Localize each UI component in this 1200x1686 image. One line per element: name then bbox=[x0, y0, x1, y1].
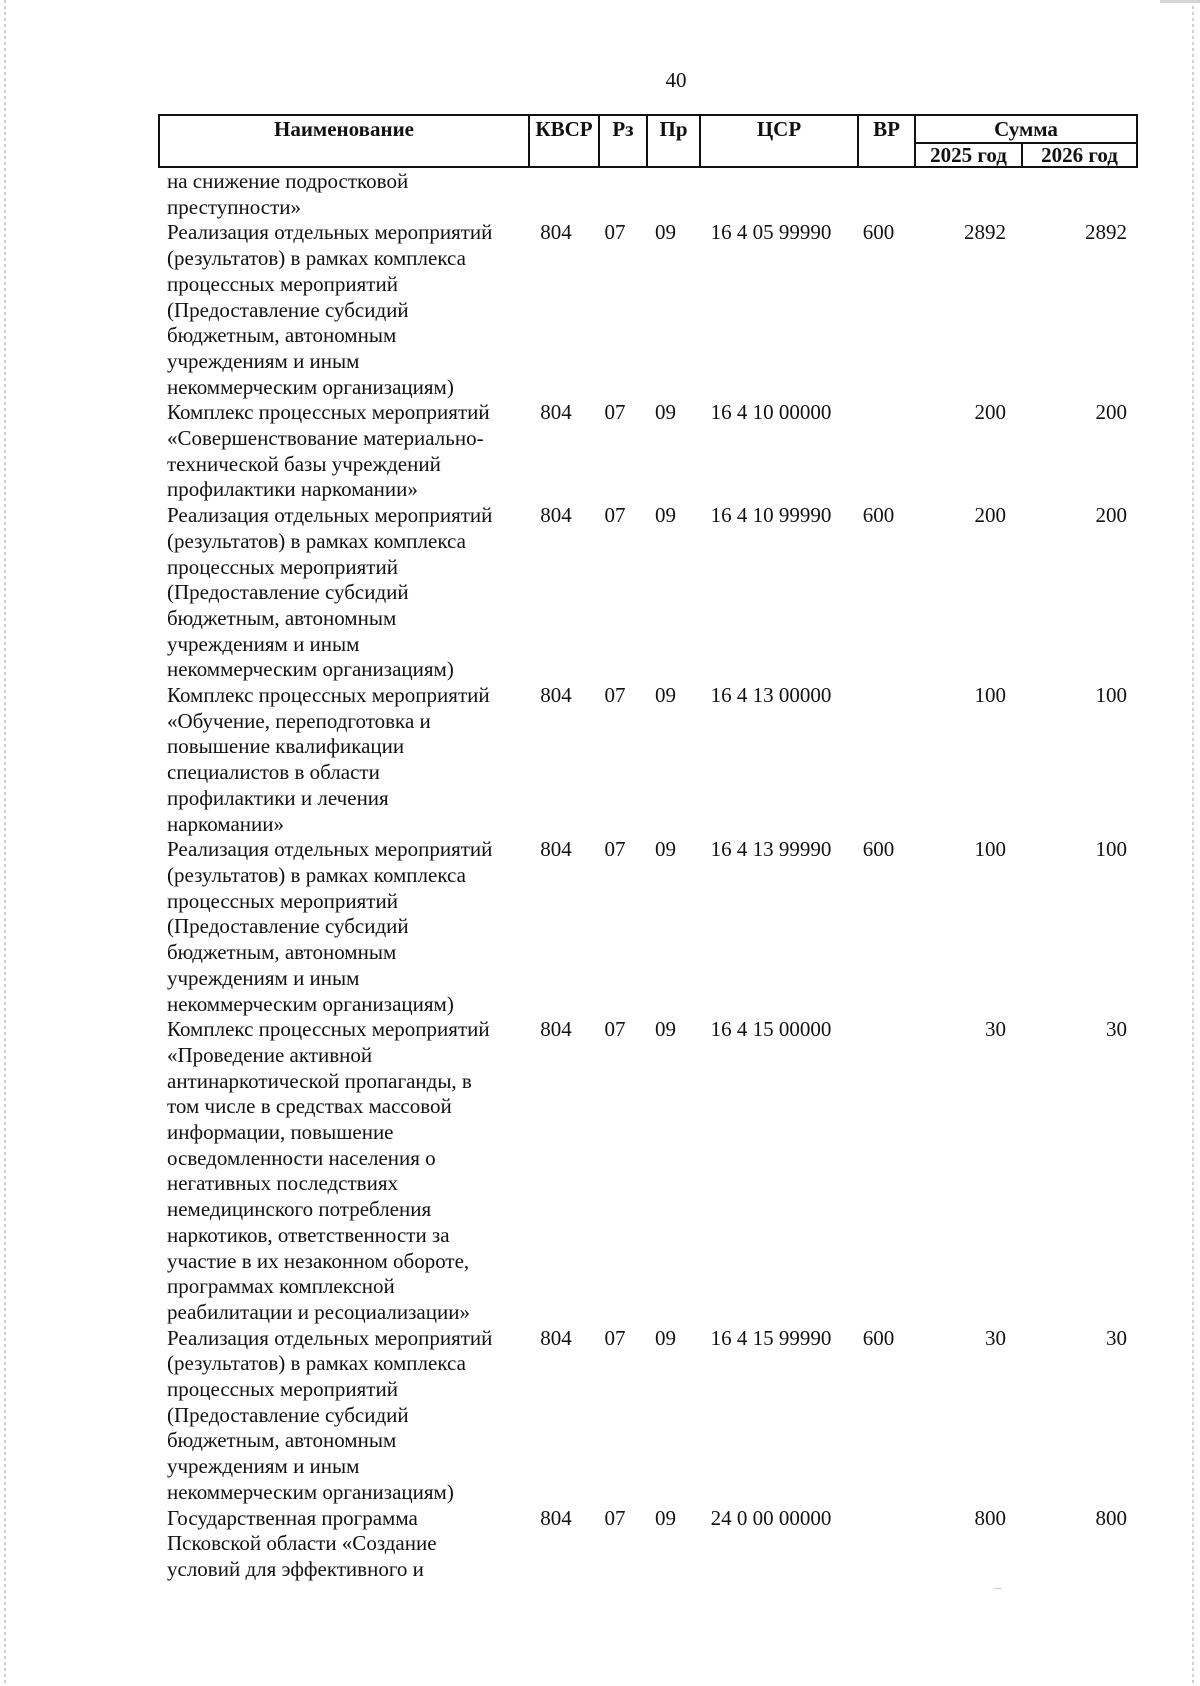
cell-kvsr: 804 bbox=[540, 400, 572, 425]
cell-sum-2026: 30 bbox=[1106, 1325, 1127, 1350]
header-year-2025: 2025 год bbox=[915, 143, 1022, 167]
name-line: Комплекс процессных мероприятий bbox=[167, 1017, 490, 1042]
cell-pr: 09 bbox=[655, 837, 676, 862]
cell-sum-2025: 200 bbox=[974, 400, 1006, 425]
name-line: наркотиков, ответственности за bbox=[167, 1222, 450, 1247]
name-line: «Проведение активной bbox=[167, 1042, 373, 1067]
cell-pr: 09 bbox=[655, 1325, 676, 1350]
cell-sum-2026: 800 bbox=[1095, 1505, 1127, 1530]
name-line: (результатов) в рамках комплекса bbox=[167, 862, 466, 887]
name-line: некоммерческим организациям) bbox=[167, 374, 454, 399]
name-line: (Предоставление субсидий bbox=[167, 1402, 409, 1427]
table-row bbox=[167, 1506, 1135, 1583]
cell-pr: 09 bbox=[655, 683, 676, 708]
scan-top-mark bbox=[1160, 0, 1200, 3]
scan-speck bbox=[994, 1588, 1002, 1589]
name-line: некоммерческим организациям) bbox=[167, 657, 454, 682]
cell-kvsr: 804 bbox=[540, 837, 572, 862]
name-line: технической базы учреждений bbox=[167, 451, 441, 476]
cell-rz: 07 bbox=[604, 220, 626, 245]
cell-pr: 09 bbox=[655, 503, 676, 528]
cell-sum-2026: 30 bbox=[1106, 1017, 1127, 1042]
name-line: Реализация отдельных мероприятий bbox=[167, 1325, 493, 1350]
table-row bbox=[167, 1017, 1135, 1325]
name-line: некоммерческим организациям) bbox=[167, 991, 454, 1016]
name-line: том числе в средствах массовой bbox=[167, 1094, 452, 1119]
name-line: преступности» bbox=[167, 194, 302, 219]
name-line: профилактики и лечения bbox=[167, 785, 389, 810]
name-line: процессных мероприятий bbox=[167, 1377, 398, 1402]
name-line: (результатов) в рамках комплекса bbox=[167, 1351, 466, 1376]
name-line: специалистов в области bbox=[167, 760, 380, 785]
name-line: Реализация отдельных мероприятий bbox=[167, 837, 493, 862]
cell-name bbox=[167, 220, 521, 400]
cell-csr: 16 4 05 99990 bbox=[710, 220, 832, 245]
cell-rz: 07 bbox=[604, 837, 626, 862]
cell-sum-2025: 100 bbox=[974, 683, 1006, 708]
cell-sum-2025: 30 bbox=[985, 1325, 1006, 1350]
cell-pr: 09 bbox=[655, 400, 676, 425]
cell-csr: 16 4 15 00000 bbox=[710, 1017, 832, 1042]
name-line: Комплекс процессных мероприятий bbox=[167, 683, 490, 708]
name-line: процессных мероприятий bbox=[167, 271, 398, 296]
name-line: (Предоставление субсидий bbox=[167, 580, 409, 605]
cell-rz: 07 bbox=[604, 683, 626, 708]
cell-rz: 07 bbox=[604, 1325, 626, 1350]
name-line: (Предоставление субсидий bbox=[167, 914, 409, 939]
cell-kvsr: 804 bbox=[540, 1505, 572, 1530]
cell-sum-2026: 200 bbox=[1095, 400, 1127, 425]
cell-sum-2025: 100 bbox=[974, 837, 1006, 862]
name-line: учреждениям и иным bbox=[167, 965, 360, 990]
scan-edge-right bbox=[1192, 0, 1194, 1686]
table-row bbox=[167, 220, 1135, 400]
name-line: учреждениям и иным bbox=[167, 631, 360, 656]
cell-kvsr: 804 bbox=[540, 683, 572, 708]
name-line: программах комплексной bbox=[167, 1274, 395, 1299]
cell-csr: 16 4 10 99990 bbox=[710, 503, 832, 528]
header-vr: ВР bbox=[858, 115, 915, 167]
cell-name bbox=[167, 1017, 521, 1325]
cell-csr: 16 4 10 00000 bbox=[710, 400, 832, 425]
name-line: процессных мероприятий bbox=[167, 554, 398, 579]
table-header bbox=[158, 114, 1138, 168]
header-name: Наименование bbox=[159, 115, 529, 167]
name-line: на снижение подростковой bbox=[167, 169, 409, 193]
cell-kvsr: 804 bbox=[540, 503, 572, 528]
name-line: учреждениям и иным bbox=[167, 348, 360, 373]
cell-sum-2025: 2892 bbox=[964, 220, 1006, 245]
name-line: реабилитации и ресоциализации» bbox=[167, 1299, 470, 1324]
cell-sum-2025: 800 bbox=[974, 1505, 1006, 1530]
name-line: Псковской области «Создание bbox=[167, 1531, 437, 1556]
cell-csr: 16 4 13 00000 bbox=[710, 683, 832, 708]
name-line: процессных мероприятий bbox=[167, 888, 398, 913]
table-row bbox=[167, 837, 1135, 1017]
name-line: негативных последствиях bbox=[167, 1171, 398, 1196]
header-kvsr: КВСР bbox=[529, 115, 599, 167]
cell-name bbox=[167, 1326, 521, 1506]
cell-csr: 16 4 13 99990 bbox=[710, 837, 832, 862]
table-row bbox=[167, 169, 1135, 220]
scan-edge-left bbox=[4, 0, 6, 1686]
name-line: «Совершенствование материально- bbox=[167, 426, 484, 451]
cell-rz: 07 bbox=[604, 1505, 626, 1530]
header-csr: ЦСР bbox=[700, 115, 858, 167]
cell-csr: 16 4 15 99990 bbox=[710, 1325, 832, 1350]
table-row bbox=[167, 400, 1135, 503]
name-line: учреждениям и иным bbox=[167, 1454, 360, 1479]
cell-name bbox=[167, 400, 521, 503]
cell-pr: 09 bbox=[655, 1017, 676, 1042]
name-line: бюджетным, автономным bbox=[167, 1428, 397, 1453]
name-line: (Предоставление субсидий bbox=[167, 297, 409, 322]
cell-sum-2026: 100 bbox=[1095, 683, 1127, 708]
cell-rz: 07 bbox=[604, 1017, 626, 1042]
name-line: профилактики наркомании» bbox=[167, 477, 418, 502]
cell-rz: 07 bbox=[604, 503, 626, 528]
page-number: 40 bbox=[665, 68, 687, 92]
table-body bbox=[167, 169, 1135, 1583]
header-pr: Пр bbox=[647, 115, 700, 167]
name-line: некоммерческим организациям) bbox=[167, 1479, 454, 1504]
cell-sum-2026: 2892 bbox=[1085, 220, 1127, 245]
cell-rz: 07 bbox=[604, 400, 626, 425]
name-line: антинаркотической пропаганды, в bbox=[167, 1068, 472, 1093]
cell-vr: 600 bbox=[862, 1325, 895, 1350]
cell-csr: 24 0 00 00000 bbox=[710, 1505, 832, 1530]
table-row bbox=[167, 503, 1135, 683]
header-rz: Рз bbox=[599, 115, 647, 167]
cell-name bbox=[167, 503, 521, 683]
name-line: Государственная программа bbox=[167, 1505, 418, 1530]
name-line: (результатов) в рамках комплекса bbox=[167, 246, 466, 271]
cell-vr: 600 bbox=[862, 220, 895, 245]
cell-pr: 09 bbox=[655, 1505, 676, 1530]
cell-pr: 09 bbox=[655, 220, 676, 245]
cell-sum-2025: 30 bbox=[985, 1017, 1006, 1042]
cell-name bbox=[167, 169, 521, 220]
table-row bbox=[167, 683, 1135, 837]
name-line: условий для эффективного и bbox=[167, 1556, 424, 1581]
cell-name bbox=[167, 1506, 521, 1583]
cell-vr: 600 bbox=[862, 503, 895, 528]
name-line: бюджетным, автономным bbox=[167, 605, 397, 630]
header-year-2026: 2026 год bbox=[1022, 143, 1137, 167]
cell-kvsr: 804 bbox=[540, 1017, 572, 1042]
cell-sum-2026: 100 bbox=[1095, 837, 1127, 862]
name-line: Реализация отдельных мероприятий bbox=[167, 503, 493, 528]
cell-vr: 600 bbox=[862, 837, 895, 862]
name-line: Реализация отдельных мероприятий bbox=[167, 220, 493, 245]
name-line: наркомании» bbox=[167, 811, 284, 836]
cell-kvsr: 804 bbox=[540, 1325, 572, 1350]
name-line: повышение квалификации bbox=[167, 734, 405, 759]
cell-kvsr: 804 bbox=[540, 220, 572, 245]
cell-sum-2025: 200 bbox=[974, 503, 1006, 528]
name-line: немедицинского потребления bbox=[167, 1197, 432, 1222]
name-line: (результатов) в рамках комплекса bbox=[167, 528, 466, 553]
name-line: участие в их незаконном обороте, bbox=[167, 1248, 470, 1273]
cell-name bbox=[167, 837, 521, 1017]
name-line: бюджетным, автономным bbox=[167, 940, 397, 965]
name-line: Комплекс процессных мероприятий bbox=[167, 400, 490, 425]
cell-sum-2026: 200 bbox=[1095, 503, 1127, 528]
name-line: информации, повышение bbox=[167, 1120, 394, 1145]
name-line: осведомленности населения о bbox=[167, 1145, 436, 1170]
name-line: бюджетным, автономным bbox=[167, 323, 397, 348]
header-sum: Сумма bbox=[915, 115, 1137, 143]
cell-name bbox=[167, 683, 521, 837]
table-row bbox=[167, 1326, 1135, 1506]
name-line: «Обучение, переподготовка и bbox=[167, 708, 431, 733]
